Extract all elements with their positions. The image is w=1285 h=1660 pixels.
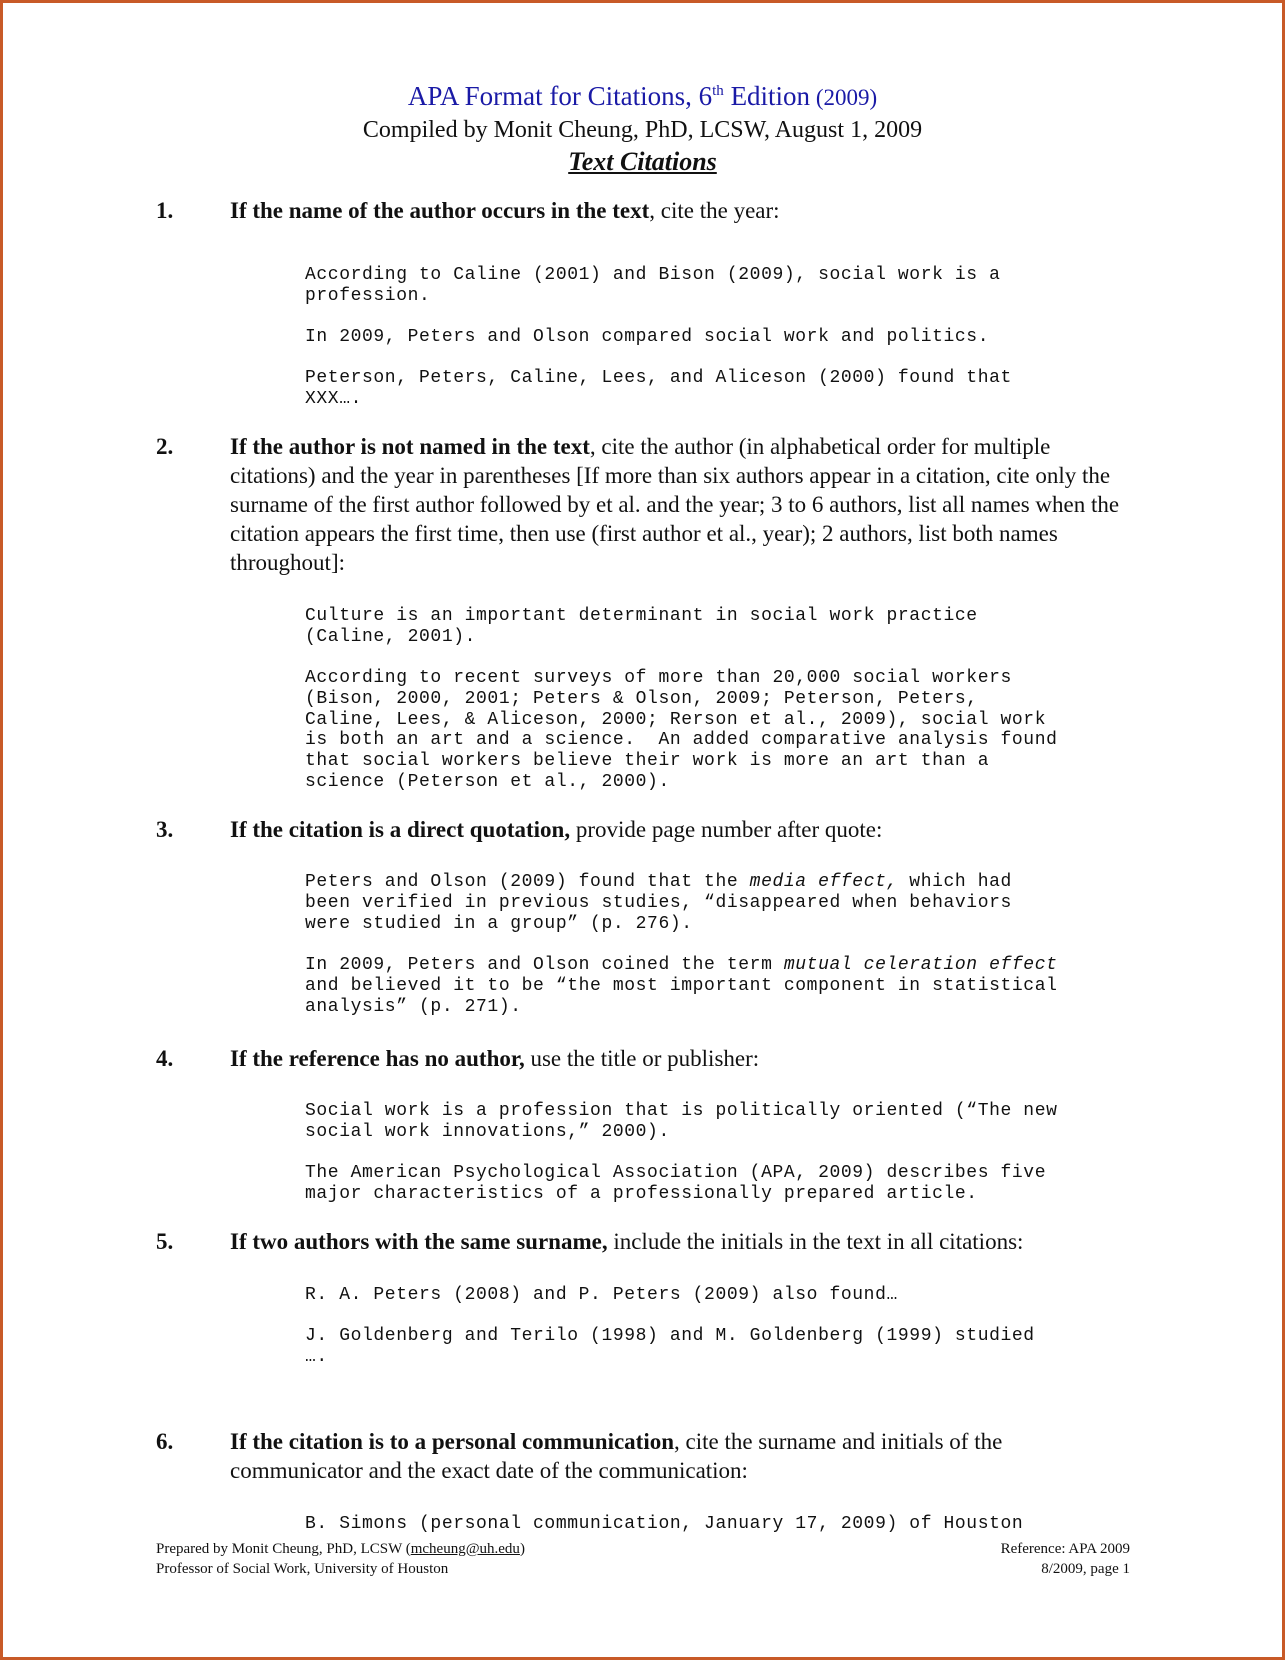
- footer-page-number: 8/2009, page 1: [1041, 1561, 1130, 1577]
- example-segment: In 2009, Peters and Olson coined the term: [305, 955, 784, 975]
- rule-heading: [230, 815, 1130, 844]
- document-subtitle: Compiled by Monit Cheung, PhD, LCSW, August 1, 2009: [362, 117, 923, 143]
- rule-heading: [230, 1044, 1130, 1073]
- example-segment: which had been verified in previous studies, “disappeared when behaviors were studied in a group” (p. 276).: [305, 872, 1012, 934]
- rule-heading-text: use the title or publisher:: [524, 1046, 760, 1071]
- rule-heading: [230, 1227, 1130, 1256]
- rule-number: 4.: [156, 1046, 174, 1071]
- rule-heading: [230, 1427, 1130, 1485]
- email-link[interactable]: mcheung@uh.edu: [410, 1541, 520, 1557]
- rule-heading-bold: If the citation is a direct quotation,: [230, 817, 571, 842]
- rule-heading-text: include the initials in the text in all citations:: [607, 1229, 1024, 1254]
- rule-heading-text: , cite the author (in alphabetical order for multiple citations) and the year in parentheses [If more than six authors appear in a citation, cite only the surname of the first author followed by et al. and the year; 3 to 6 authors, list all names when the citation appears the first time, then use (first author et al., year); 2 authors, list both names throughout]:: [230, 434, 1120, 575]
- title-year: (2009): [810, 85, 878, 110]
- example-text: [305, 955, 1135, 1017]
- example-italic-term: media effect,: [749, 872, 898, 892]
- example-text: [305, 872, 1135, 934]
- rule-heading: [230, 432, 1130, 577]
- title-text: APA Format for Citations, 6: [407, 81, 713, 111]
- footer-prepared-by: [156, 1539, 525, 1559]
- rule-heading-text: provide page number after quote:: [570, 817, 883, 842]
- rule-number: 6.: [156, 1429, 174, 1454]
- footer-left: [156, 1539, 525, 1579]
- title-superscript: th: [712, 83, 724, 99]
- rule-heading-text: , cite the year:: [649, 198, 780, 223]
- example-text: Social work is a profession that is politically oriented (“The new social work innovations,” 2000).: [305, 1101, 1058, 1142]
- example-text: In 2009, Peters and Olson compared social work and politics.: [305, 327, 990, 347]
- example-text: B. Simons (personal communication, January 17, 2009) of Houston: [305, 1514, 1024, 1534]
- example-text: The American Psychological Association (APA, 2009) describes five major characteristics of a professionally prepared article.: [305, 1163, 1047, 1204]
- rule-number: 3.: [156, 817, 174, 842]
- example-text: R. A. Peters (2008) and P. Peters (2009) also found…: [305, 1285, 898, 1305]
- document-title: [0, 80, 1285, 114]
- footer-right: [1001, 1539, 1130, 1579]
- section-heading: Text Citations: [568, 147, 717, 176]
- example-segment: and believed it to be “the most important component in statistical analysis” (p. 271).: [305, 975, 1058, 1017]
- footer-affiliation: Professor of Social Work, University of Houston: [156, 1561, 449, 1577]
- footer-text: ): [519, 1541, 525, 1557]
- example-text: Peterson, Peters, Caline, Lees, and Aliceson (2000) found that XXX….: [305, 368, 1012, 409]
- rule-heading: [230, 196, 1130, 225]
- rule-heading-bold: If the author is not named in the text: [230, 434, 590, 459]
- example-segment: Peters and Olson (2009) found that the: [305, 872, 750, 892]
- example-italic-term: mutual celeration effect: [783, 955, 1058, 975]
- rule-heading-bold: If the reference has no author,: [230, 1046, 525, 1071]
- example-text: J. Goldenberg and Terilo (1998) and M. Goldenberg (1999) studied ….: [305, 1326, 1035, 1367]
- rule-heading-bold: If the citation is to a personal communication: [230, 1429, 675, 1454]
- example-text: Culture is an important determinant in social work practice (Caline, 2001).: [305, 606, 978, 647]
- footer-reference: Reference: APA 2009: [1000, 1541, 1130, 1557]
- example-text: According to Caline (2001) and Bison (2009), social work is a profession.: [305, 265, 1001, 306]
- rule-number: 5.: [156, 1229, 174, 1254]
- title-edition: Edition: [723, 81, 811, 111]
- rule-number: 1.: [156, 198, 174, 223]
- rule-number: 2.: [156, 434, 174, 459]
- rule-heading-bold: If two authors with the same surname,: [230, 1229, 608, 1254]
- rule-heading-text: , cite the surname and initials of the communicator and the exact date of the communication:: [230, 1429, 1003, 1483]
- rule-heading-bold: If the name of the author occurs in the text: [230, 198, 650, 223]
- footer-text: Prepared by Monit Cheung, PhD, LCSW (: [156, 1541, 411, 1557]
- example-text: According to recent surveys of more than 20,000 social workers (Bison, 2000, 2001; Peters & Olson, 2009; Peterson, Peters, Caline, Lees, & Aliceson, 2000; Rerson et al., 2009), social work is both an art and a science. An added comparative analysis found that social workers believe their work is more an art than a science (Peterson et al., 2000).: [305, 668, 1058, 792]
